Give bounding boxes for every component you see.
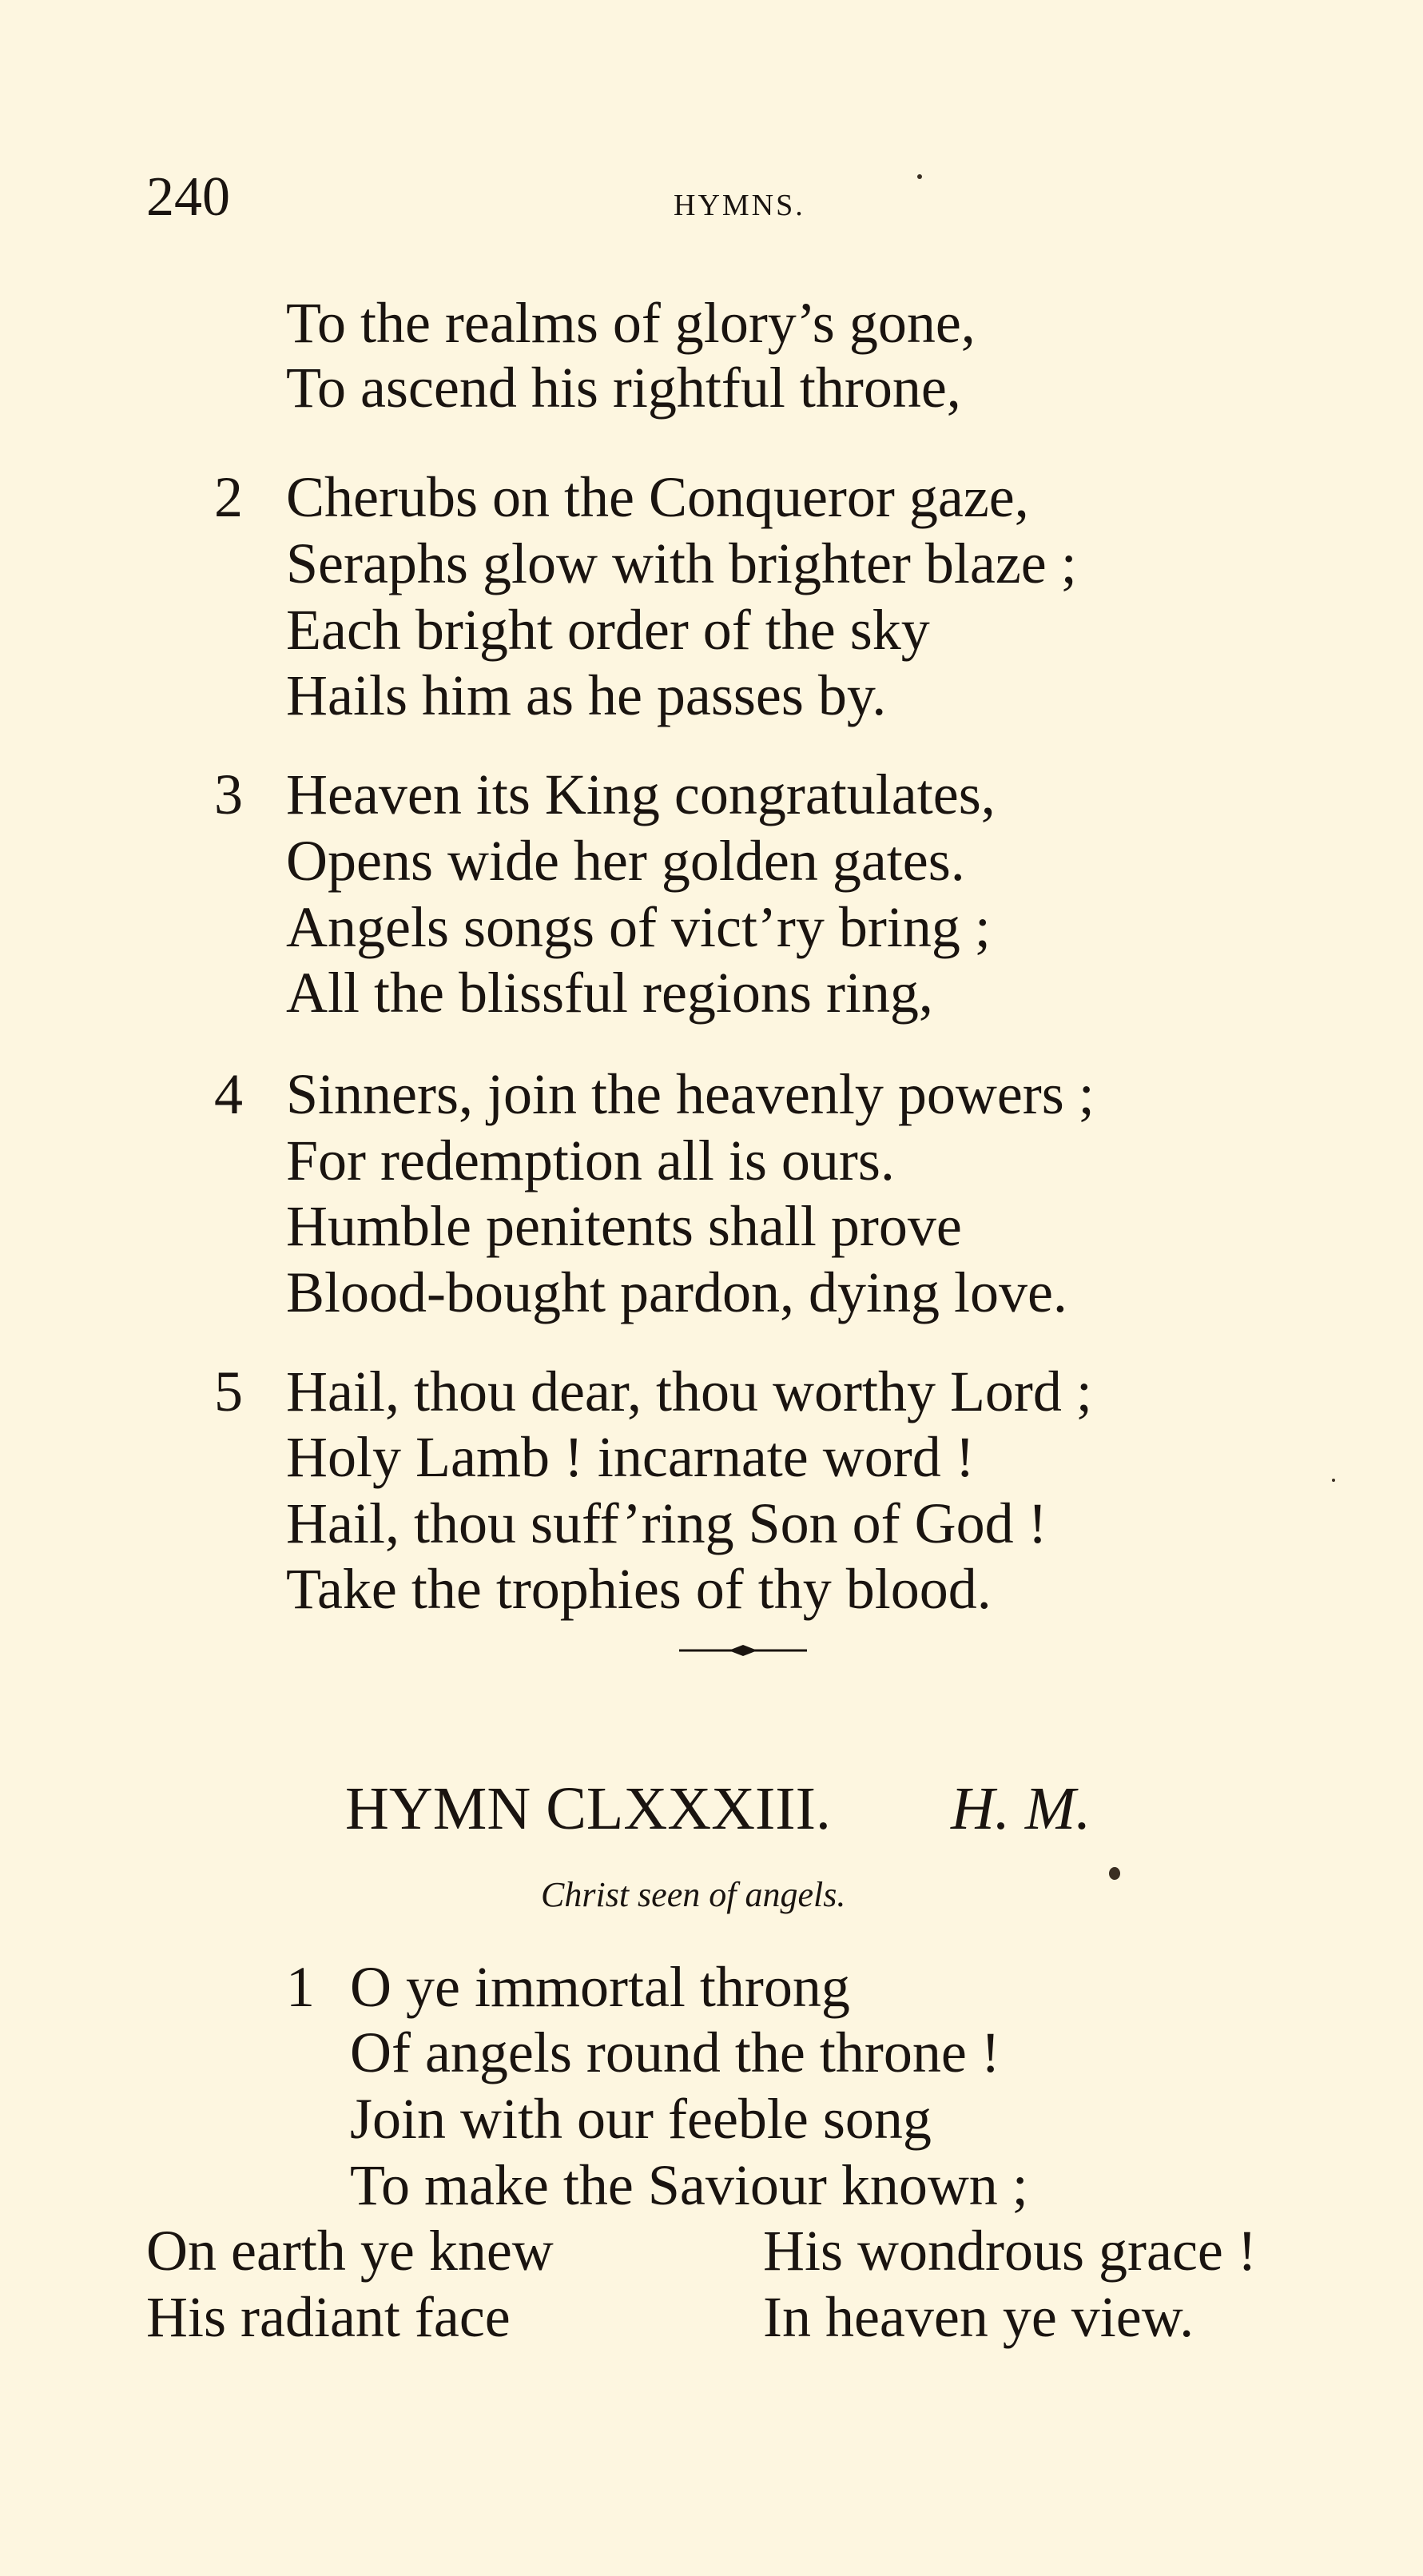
verse-number: 1	[286, 1955, 315, 2019]
couplet-right: In heaven ye view.	[763, 2285, 1194, 2349]
verse-line: To ascend his rightful throne,	[286, 356, 961, 420]
couplet-left: On earth ye knew	[146, 2219, 554, 2283]
verse-line: Opens wide her golden gates.	[286, 829, 965, 893]
page-number: 240	[146, 166, 230, 228]
hymn-subtitle: Christ seen of angels.	[541, 1875, 846, 1914]
verse-line: Angels songs of vict’ry bring ;	[286, 895, 991, 959]
verse-line: Humble penitents shall prove	[286, 1194, 962, 1258]
verse-line: Blood-bought pardon, dying love.	[286, 1260, 1067, 1324]
verse-line: Hail, thou dear, thou worthy Lord ;	[286, 1360, 1092, 1423]
verse-line: Each bright order of the sky	[286, 598, 930, 662]
verse-line: Seraphs glow with brighter blaze ;	[286, 532, 1077, 595]
verse-line: For redemption all is ours.	[286, 1129, 895, 1192]
verse-number: 5	[214, 1360, 243, 1423]
verse-line: All the blissful regions ring,	[286, 961, 933, 1025]
verse-line: Take the trophies of thy blood.	[286, 1557, 992, 1621]
verse-line: Hails him as he passes by.	[286, 663, 887, 727]
verse-line: Sinners, join the heavenly powers ;	[286, 1062, 1095, 1126]
verse-line: O ye immortal throng	[350, 1955, 850, 2019]
verse-number: 3	[214, 762, 243, 826]
hymn-meter: H. M.	[951, 1775, 1091, 1842]
verse-line: Join with our feeble song	[350, 2087, 932, 2151]
verse-line: To make the Saviour known ;	[350, 2153, 1028, 2217]
verse-line: To the realms of glory’s gone,	[286, 291, 976, 355]
ornament-divider	[679, 1642, 807, 1658]
verse-number: 4	[214, 1062, 243, 1126]
couplet-right: His wondrous grace !	[763, 2219, 1257, 2283]
couplet-left: His radiant face	[146, 2285, 511, 2349]
verse-line: Holy Lamb ! incarnate word !	[286, 1425, 975, 1489]
ink-speck	[917, 174, 922, 179]
running-head: HYMNS.	[674, 189, 805, 222]
verse-line: Cherubs on the Conqueror gaze,	[286, 465, 1029, 529]
verse-line: Of angels round the throne !	[350, 2021, 1000, 2084]
hymn-title: HYMN CLXXXIII.	[345, 1775, 831, 1842]
verse-line: Hail, thou suff’ring Son of God !	[286, 1491, 1047, 1555]
ink-speck	[1332, 1479, 1335, 1482]
verse-line: Heaven its King congratulates,	[286, 762, 996, 826]
ink-speck	[1109, 1867, 1120, 1880]
verse-number: 2	[214, 465, 243, 529]
